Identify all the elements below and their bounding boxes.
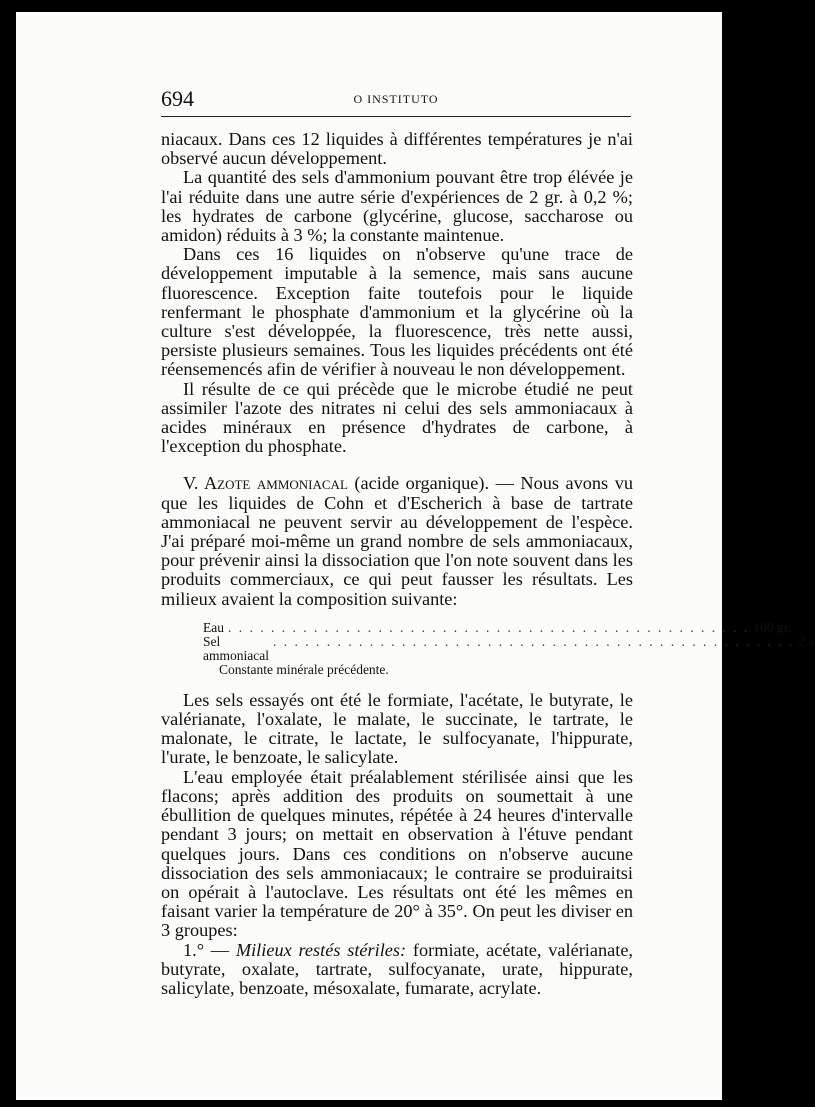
composition-row-salt xyxy=(203,633,815,663)
section-v-text: (acide organique). — Nous avons vu que les liquides de Cohn et d'Escherich à base de tartrate ammoniacal ne peuvent servir au développement de l'espèce. J'ai préparé moi-même un grand nombre de sels ammoniacaux, pour prévenir ainsi la dissociation que l'on note souvent dans les produits commerciaux, ce qui peut fausser les résultats. Les milieux avaient la composition suivante: xyxy=(161,473,633,609)
page-number: 694 xyxy=(161,86,194,111)
composition-label: Sel ammoniacal xyxy=(203,633,269,663)
body-text xyxy=(161,129,815,998)
leader-dots: . . . . . . . . . . . . . . . . . . . . . . . . . . . . . . . . . . . . . . . . . . . . . . . . . xyxy=(228,619,750,635)
paragraph-2: La quantité des sels d'ammonium pouvant être trop élévée je l'ai réduite dans une autre série d'expériences de 2 gr. à 0,2 %; les hydrates de carbone (glycérine, glucose, saccharose ou amidon) réduits à 3 %; la constante maintenue. xyxy=(161,167,633,246)
paragraph-6: Les sels essayés ont été le formiate, l'acétate, le butyrate, le valérianate, l'oxalate, le malate, le succinate, le tartrate, le malonate, le citrate, le lactate, le sulfocyanate, l'hippurate, l'urate, le benzoate, le salicylate. xyxy=(161,689,633,768)
paragraph-3: Dans ces 16 liquides on n'observe qu'une trace de développement imputable à la semence, mais sans aucune fluorescence. Exception faite toutefois pour le liquide renfermant le phosphate d'ammonium et la glycérine où la culture s'est développée, la fluorescence, très nette aussi, persiste plusieurs semaines. Tous les liquides précédents ont été réensemencés afin de vérifier à nouveau le non développement. xyxy=(161,244,633,380)
section-v-heading: V. Azote ammoniacal xyxy=(183,473,348,494)
paragraph-8 xyxy=(161,941,633,999)
composition-value: 2 » xyxy=(798,633,815,649)
running-title: O INSTITUTO xyxy=(353,92,439,106)
group-list: formiate, acétate, valérianate, butyrate, oxalate, tartrate, sulfocyanate, urate, hippurate, salicylate, benzoate, mésoxalate, fumarate, acrylate. xyxy=(161,939,633,998)
page-header xyxy=(161,86,631,117)
group-number: 1.° — xyxy=(183,939,236,960)
paragraph-1: niacaux. Dans ces 12 liquides à différentes températures je n'ai observé aucun développement. xyxy=(161,129,633,169)
composition-table xyxy=(203,619,815,677)
composition-label: Eau xyxy=(203,619,224,635)
paragraph-7: L'eau employée était préalablement stérilisée ainsi que les flacons; après addition des produits on soumettait à une ébullition de quelques minutes, répétée à 24 heures d'intervalle pendant 3 jours; on mettait en observation à l'étuve pendant quelques jours. Dans ces conditions on n'observe aucune dissociation des sels ammoniacaux; le contraire se produiraitsi on opérait à l'autoclave. Les résultats ont été les mêmes en faisant varier la température de 20° à 35°. On peut les diviser en 3 groupes: xyxy=(161,766,633,941)
composition-row-water xyxy=(203,619,791,635)
composition-value: 100 gr. xyxy=(753,619,791,635)
composition-note: Constante minérale précédente. xyxy=(219,661,389,677)
group-title: Milieux restés stériles: xyxy=(235,939,407,960)
document-page xyxy=(16,12,815,1100)
section-v-paragraph xyxy=(161,474,633,608)
paragraph-4: Il résulte de ce qui précède que le microbe étudié ne peut assimiler l'azote des nitrates ni celui des sels ammoniacaux à acides minéraux en présence d'hydrates de carbone, à l'exception du phosphate. xyxy=(161,378,633,457)
leader-dots: . . . . . . . . . . . . . . . . . . . . . . . . . . . . . . . . . . . . . . . . . . . . . . . . . xyxy=(272,633,795,649)
